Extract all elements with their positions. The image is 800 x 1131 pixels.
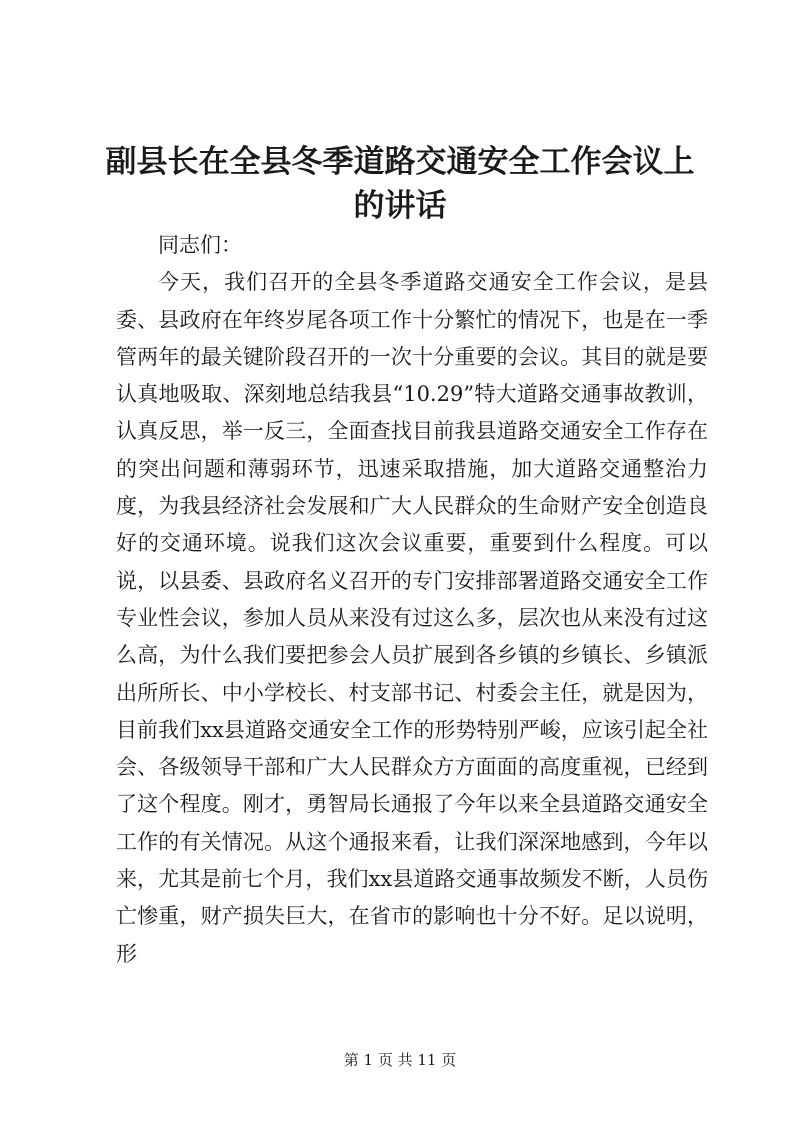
salutation: 同志们： <box>158 233 242 257</box>
page-footer: 第 1 页 共 11 页 <box>343 1051 457 1069</box>
document-title: 副县长在全县冬季道路交通安全工作会议上的讲话 <box>105 144 695 224</box>
body-paragraph: 今天，我们召开的全县冬季道路交通安全工作会议，是县委、县政府在年终岁尾各项工作十分繁忙的情况下，也是在一季管两年的最关键阶段召开的一次十分重要的会议。其目的就是要认真地吸取、深刻地总结我县“10.29”特大道路交通事故教训，认真反思，举一反三，全面查找目前我县道路交通安全工作存在的突出问题和薄弱环节，迅速采取措施，加大道路交通整治力度，为我县经济社会发展和广大人民群众的生命财产安全创造良好的交通环境。说我们这次会议重要，重要到什么程度。可以说，以县委、县政府名义召开的专门安排部署道路交通安全工作专业性会议，参加人员从来没有过这么多，层次也从来没有过这么高，为什么我们要把参会人员扩展到各乡镇的乡镇长、乡镇派出所所长、中小学校长、村支部书记、村委会主任，就是因为，目前我们xx县道路交通安全工作的形势特别严峻，应该引起全社会、各级领导干部和广大人民群众方方面面的高度重视，已经到了这个程度。刚才，勇智局长通报了今年以来全县道路交通安全工作的有关情况。从这个通报来看，让我们深深地感到，今年以来，尤其是前七个月，我们xx县道路交通事故频发不断，人员伤亡惨重，财产损失巨大，在省市的影响也十分不好。足以说明，形 <box>116 270 708 966</box>
document-body <box>116 227 708 973</box>
